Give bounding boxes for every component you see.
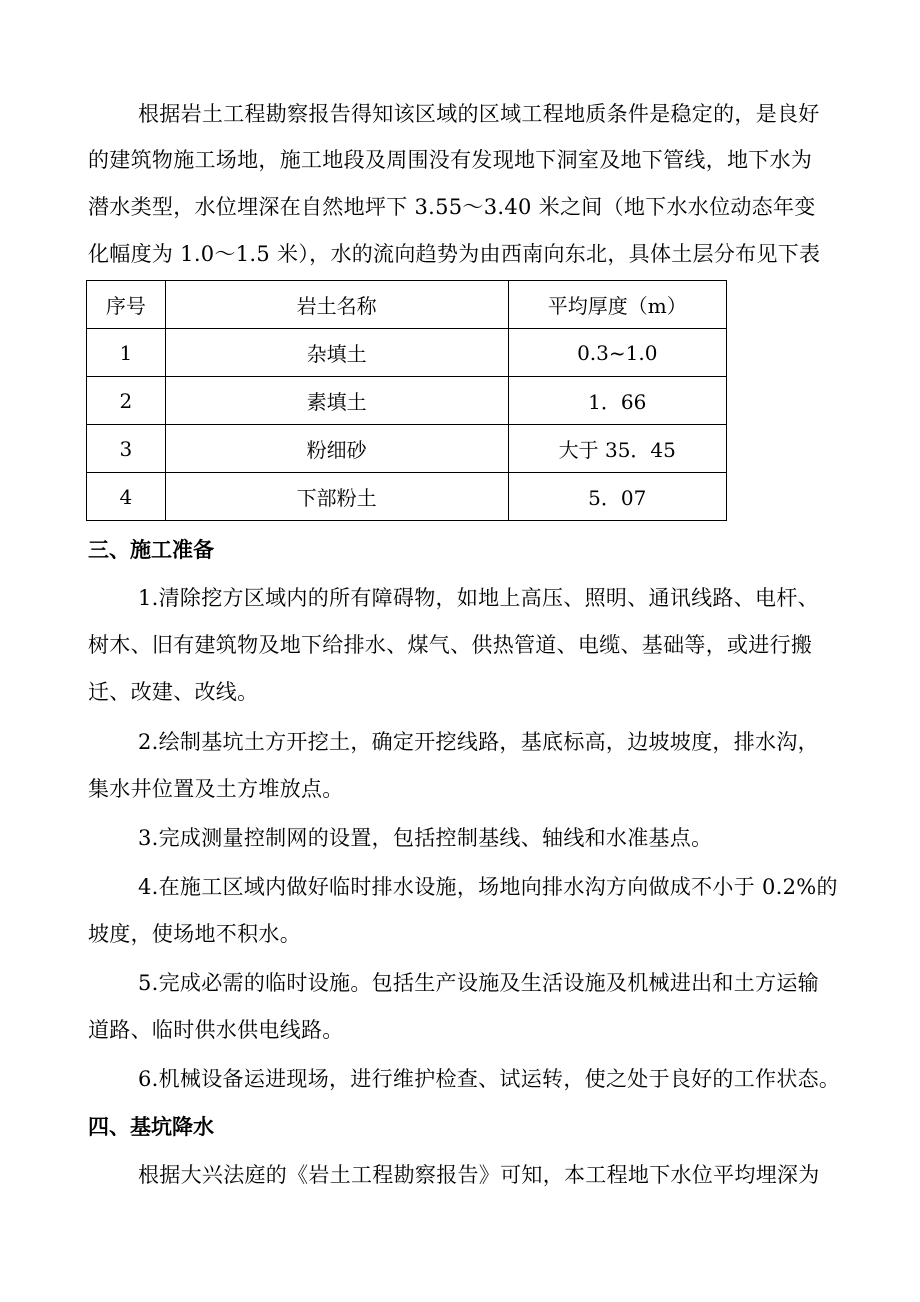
- cell-thickness: 0.3~1.0: [508, 329, 726, 377]
- section3-line-6: 3.完成测量控制网的设置，包括控制基线、轴线和水准基点。: [138, 826, 713, 850]
- cell-soil-name: 下部粉土: [165, 473, 508, 521]
- cell-index: 4: [87, 473, 166, 521]
- section3-line-4: 2.绘制基坑土方开挖土，确定开挖线路，基底标高，边坡坡度，排水沟，: [138, 730, 819, 754]
- section3-line-5: 集水井位置及土方堆放点。: [88, 777, 344, 801]
- cell-thickness: 5．07: [508, 473, 726, 521]
- table-row: [87, 377, 727, 425]
- cell-index: 1: [87, 329, 166, 377]
- cell-index: 3: [87, 425, 166, 473]
- intro-line-2: 的建筑物施工场地，施工地段及周围没有发现地下洞室及地下管线，地下水为: [88, 148, 813, 172]
- table-header-row: [87, 281, 727, 329]
- section3-line-9: 5.完成必需的临时设施。包括生产设施及生活设施及机械进出和土方运输: [138, 971, 819, 995]
- table-row: [87, 425, 727, 473]
- section3-line-7: 4.在施工区域内做好临时排水设施，场地向排水沟方向做成不小于 0.2%的: [138, 875, 838, 899]
- section3-line-2: 树木、旧有建筑物及地下给排水、煤气、供热管道、电缆、基础等，或进行搬: [88, 633, 813, 657]
- cell-soil-name: 素填土: [165, 377, 508, 425]
- section4-line-1: 根据大兴法庭的《岩土工程勘察报告》可知，本工程地下水位平均埋深为: [138, 1163, 820, 1187]
- section3-line-1: 1.清除挖方区域内的所有障碍物，如地上高压、照明、通讯线路、电杆、: [138, 586, 819, 610]
- cell-soil-name: 粉细砂: [165, 425, 508, 473]
- section3-line-10: 道路、临时供水供电线路。: [88, 1018, 344, 1042]
- header-index: 序号: [87, 281, 166, 329]
- table-row: [87, 473, 727, 521]
- cell-thickness: 1．66: [508, 377, 726, 425]
- intro-line-4: 化幅度为 1.0～1.5 米），水的流向趋势为由西南向东北，具体土层分布见下表: [88, 242, 821, 266]
- table-row: [87, 329, 727, 377]
- header-thickness: 平均厚度（m）: [508, 281, 726, 329]
- intro-line-3: 潜水类型，水位埋深在自然地坪下 3.55～3.40 米之间（地下水水位动态年变: [88, 195, 816, 219]
- section4-title: 四、基坑降水: [88, 1115, 214, 1139]
- section3-line-11: 6.机械设备运进现场，进行维护检查、试运转，使之处于良好的工作状态。: [138, 1067, 841, 1091]
- cell-thickness: 大于 35．45: [508, 425, 726, 473]
- cell-index: 2: [87, 377, 166, 425]
- header-soil-name: 岩土名称: [165, 281, 508, 329]
- cell-soil-name: 杂填土: [165, 329, 508, 377]
- section3-line-3: 迁、改建、改线。: [88, 680, 259, 704]
- intro-line-1: 根据岩土工程勘察报告得知该区域的区域工程地质条件是稳定的，是良好: [138, 102, 820, 126]
- soil-layer-table: [86, 280, 727, 521]
- section3-line-8: 坡度，使场地不积水。: [88, 922, 301, 946]
- section3-title: 三、施工准备: [88, 538, 214, 562]
